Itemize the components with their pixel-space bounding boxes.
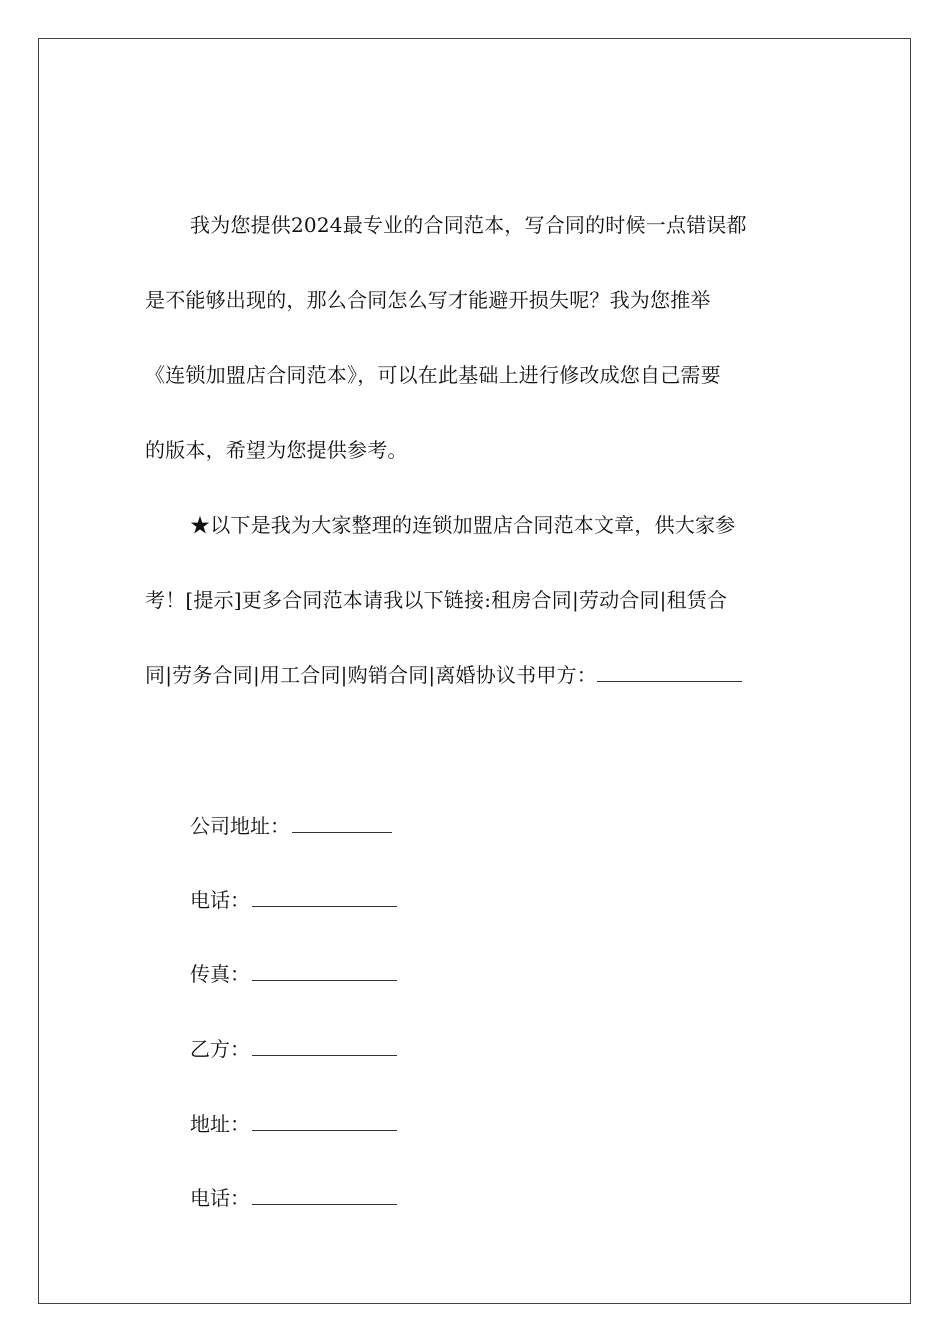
phone-b-label: 电话： — [190, 1186, 250, 1210]
fax-label: 传真： — [190, 962, 250, 986]
intro-line-4: 的版本，希望为您提供参考。 — [145, 438, 408, 462]
fax-blank[interactable] — [252, 962, 397, 981]
phone-a-label: 电话： — [190, 888, 250, 912]
party-a-blank[interactable] — [597, 663, 742, 682]
party-b-field — [190, 1035, 397, 1063]
phone-b-field — [190, 1184, 397, 1212]
phone-a-blank[interactable] — [252, 888, 397, 907]
phone-a-field — [190, 886, 397, 914]
address-b-field — [190, 1110, 397, 1138]
address-b-blank[interactable] — [252, 1112, 397, 1131]
company-address-field — [190, 812, 392, 840]
notice-line-3 — [145, 661, 742, 689]
fax-field — [190, 960, 397, 988]
intro-line-2: 是不能够出现的，那么合同怎么写才能避开损失呢？我为您推举 — [145, 288, 711, 312]
company-address-blank[interactable] — [292, 814, 392, 833]
party-b-label: 乙方： — [190, 1037, 250, 1061]
company-address-label: 公司地址： — [190, 814, 290, 838]
phone-b-blank[interactable] — [252, 1186, 397, 1205]
party-b-blank[interactable] — [252, 1037, 397, 1056]
notice-line-1: ★以下是我为大家整理的连锁加盟店合同范本文章，供大家参 — [190, 513, 736, 537]
intro-line-3: 《连锁加盟店合同范本》，可以在此基础上进行修改成您自己需要 — [145, 363, 721, 387]
notice-line-2: 考！[提示]更多合同范本请我以下链接:租房合同|劳动合同|租赁合 — [145, 588, 728, 612]
notice-line-3-text: 同|劳务合同|用工合同|购销合同|离婚协议书甲方： — [145, 663, 597, 687]
address-b-label: 地址： — [190, 1112, 250, 1136]
intro-line-1: 我为您提供2024最专业的合同范本，写合同的时候一点错误都 — [190, 213, 747, 237]
